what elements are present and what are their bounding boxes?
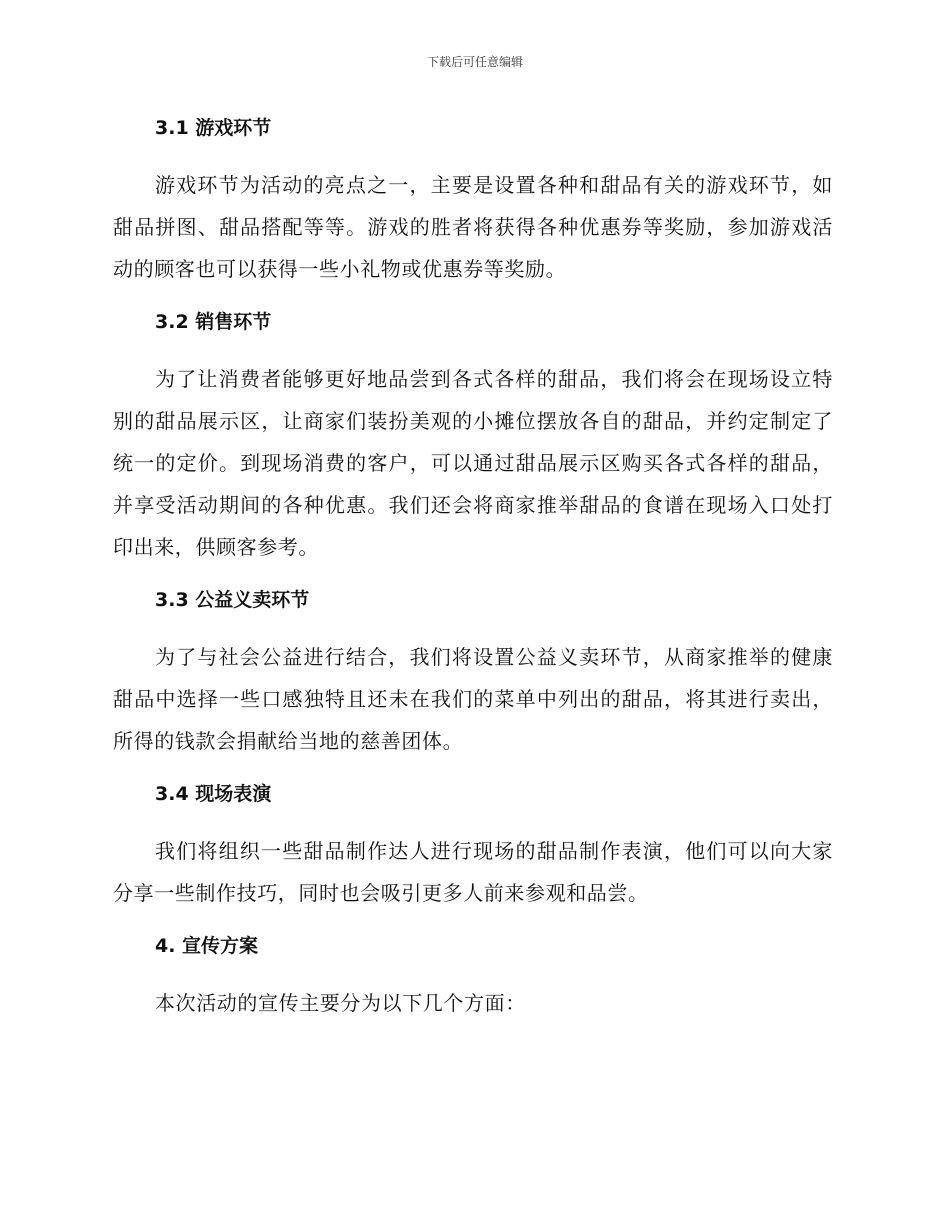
document-body (113, 108, 833, 1036)
section-heading-4: 4. 宣传方案 (155, 935, 259, 957)
section-paragraph-3-1: 游戏环节为活动的亮点之一，主要是设置各种和甜品有关的游戏环节，如甜品拼图、甜品搭配等等。游戏的胜者将获得各种优惠券等奖励，参加游戏活动的顾客也可以获得一些小礼物或优惠券等奖励。 (113, 173, 833, 281)
section-paragraph-3-4: 我们将组织一些甜品制作达人进行现场的甜品制作表演，他们可以向大家分享一些制作技巧，同时也会吸引更多人前来参观和品尝。 (113, 839, 833, 905)
section-heading-3-2: 3.2 销售环节 (155, 311, 272, 333)
section-heading-3-3: 3.3 公益义卖环节 (155, 589, 310, 611)
section-heading-3-4: 3.4 现场表演 (155, 783, 272, 805)
section-paragraph-4: 本次活动的宣传主要分为以下几个方面： (155, 991, 526, 1015)
section-paragraph-3-3: 为了与社会公益进行结合，我们将设置公益义卖环节，从商家推举的健康甜品中选择一些口感独特且还未在我们的菜单中列出的甜品，将其进行卖出，所得的钱款会捐献给当地的慈善团体。 (113, 645, 833, 753)
page-header: 下载后可任意编辑 (426, 55, 523, 69)
section-paragraph-3-2: 为了让消费者能够更好地品尝到各式各样的甜品，我们将会在现场设立特别的甜品展示区，让商家们装扮美观的小摊位摆放各自的甜品，并约定制定了统一的定价。到现场消费的客户，可以通过甜品展示区购买各式各样的甜品，并享受活动期间的各种优惠。我们还会将商家推举甜品的食谱在现场入口处打印出来，供顾客参考。 (113, 367, 833, 559)
section-heading-3-1: 3.1 游戏环节 (155, 117, 272, 139)
